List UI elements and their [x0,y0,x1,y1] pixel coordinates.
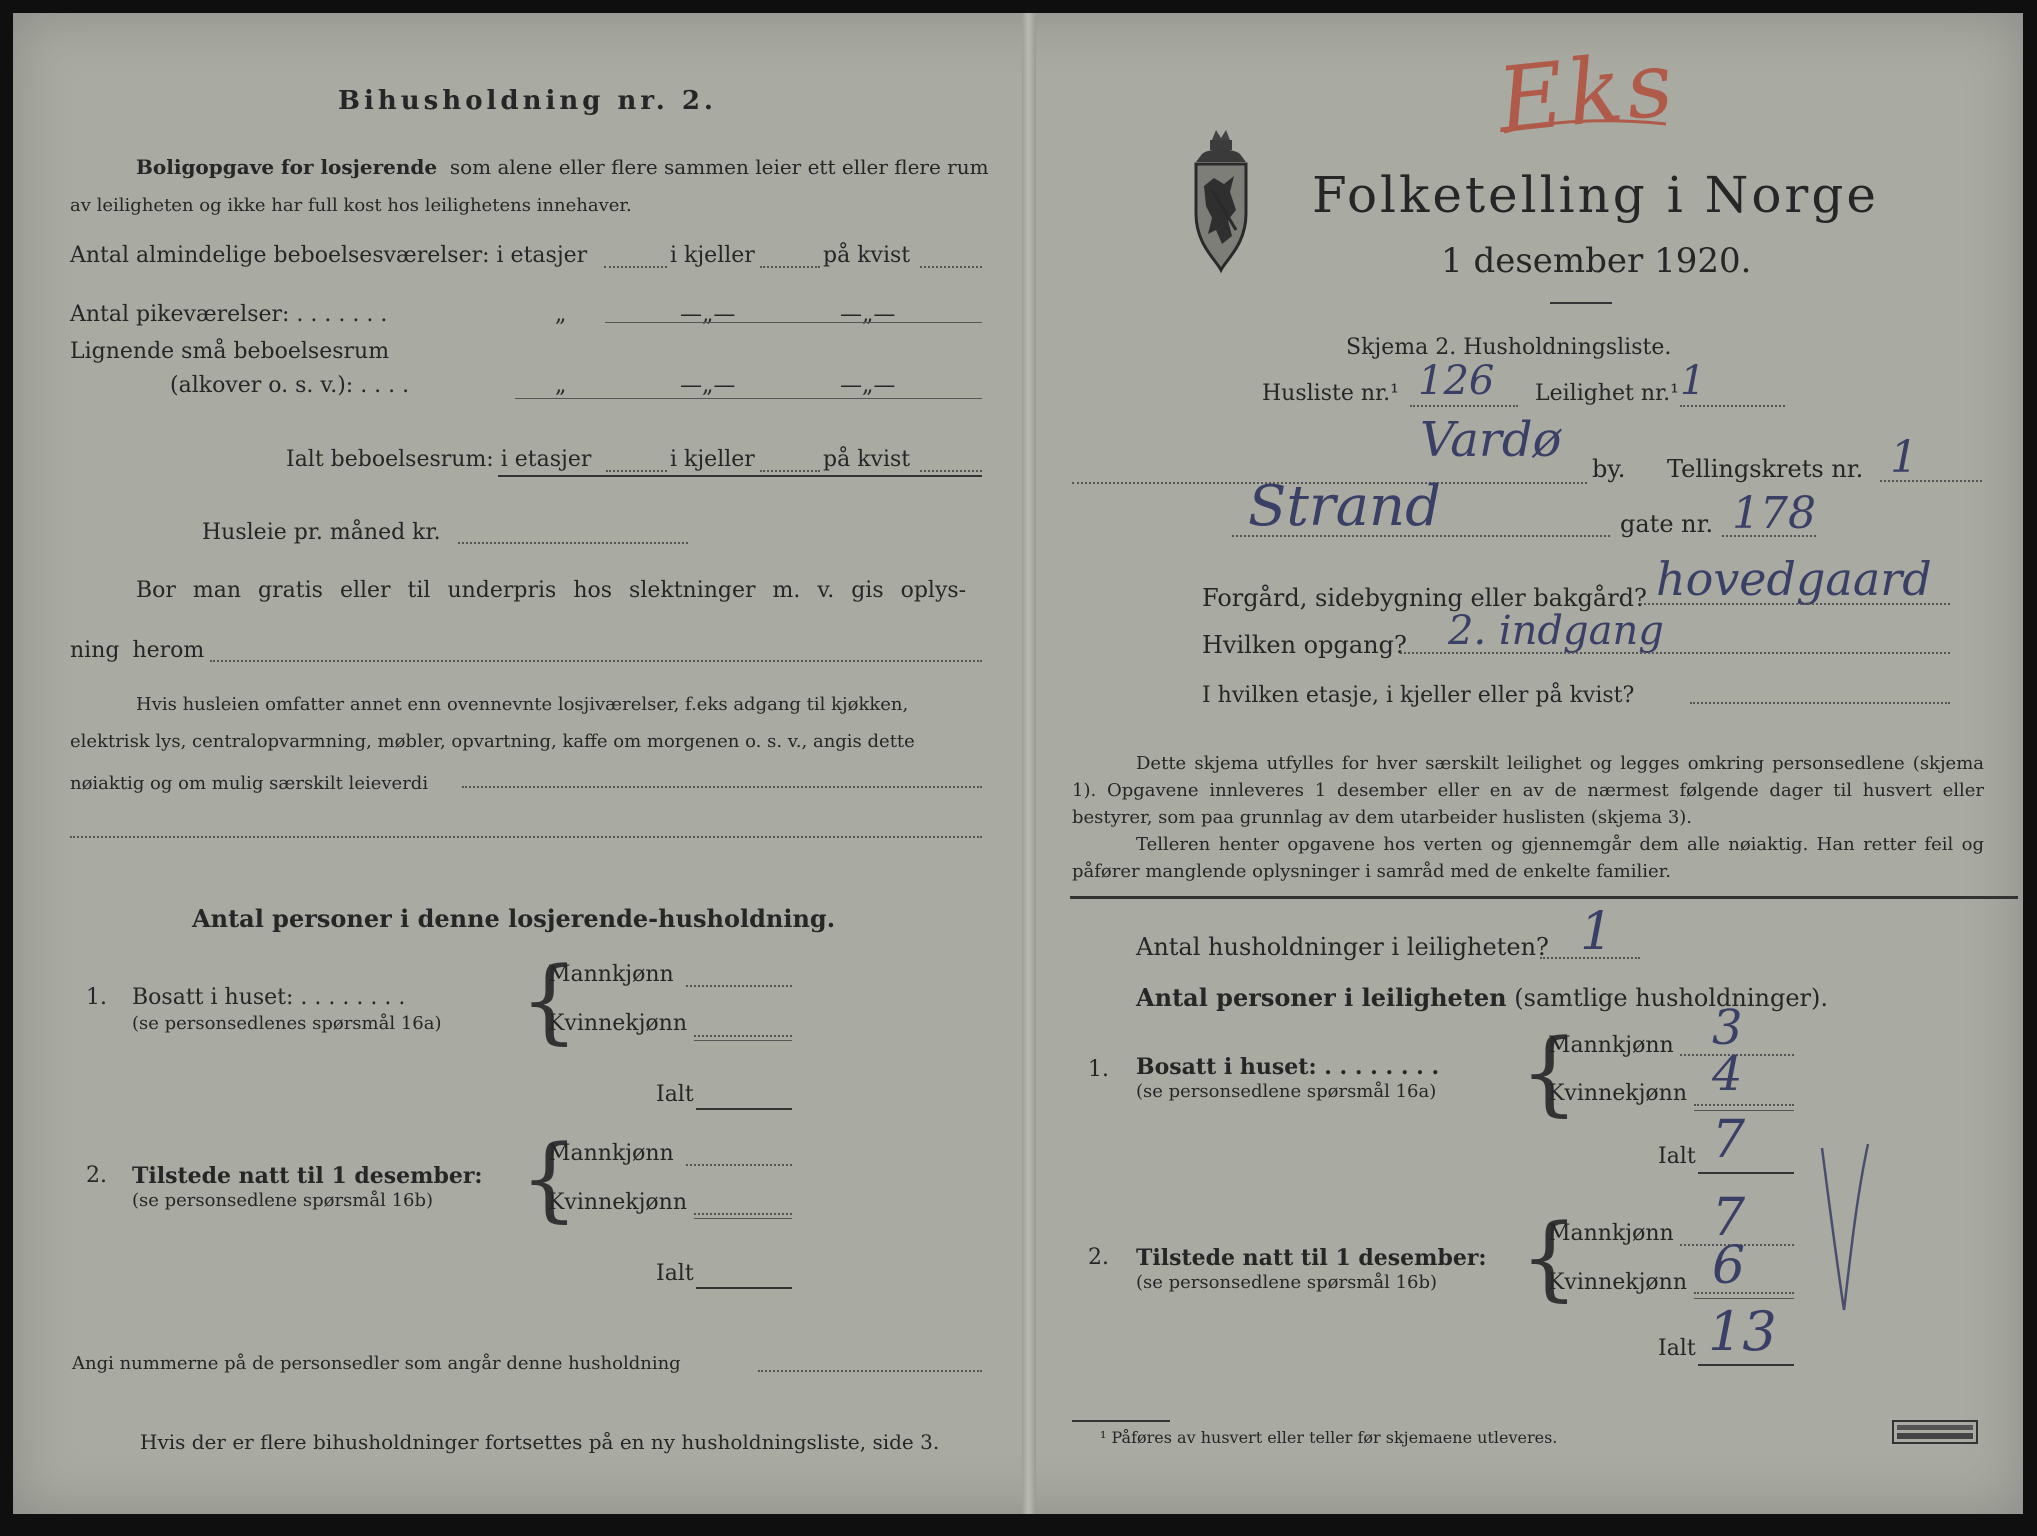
r-q2-kvinne-value[interactable]: 6 [1712,1236,1746,1296]
rooms-kjeller-field[interactable] [760,266,820,268]
r-q1-label: Bosatt i huset: . . . . . . . . [1136,1054,1440,1080]
q1-brace: { [520,947,579,1054]
eks-stamp: Eks [1493,30,1682,155]
lignende-line[interactable] [515,398,982,399]
ialt-underline [498,475,982,477]
gate-label: gate nr. [1620,510,1714,538]
forgaard-field [1640,603,1950,605]
opgang-value[interactable]: 2. indgang [1448,608,1664,654]
rooms-etasjer-field[interactable] [604,266,667,268]
ialt-kjeller-label: i kjeller [670,447,755,472]
schema-label: Skjema 2. Husholdningsliste. [1346,335,1672,360]
r-q1-number: 1. [1088,1057,1109,1082]
lignende-ditto-1: „ [555,373,567,398]
title-divider [1550,302,1612,304]
info-paragraph-2: Telleren henter opgavene hos verten og gjennemgår dem alle nøiaktig. Han retter feil og påfører manglende oplysninger i samråd med de enkelte familier. [1072,834,1984,882]
r-q2-mann-label: Mannkjønn [1548,1221,1674,1246]
hvis-line-2: elektrisk lys, centralopvarmning, møbler, opvartning, kaffe om morgenen o. s. v., angis dette [70,731,915,752]
q1-kvinne-label: Kvinnekjønn [548,1011,687,1036]
q1-number: 1. [86,985,107,1010]
angi-field[interactable] [758,1370,982,1372]
q2-sub: (se personsedlene spørsmål 16b) [132,1190,434,1211]
husliste-value[interactable]: 126 [1418,358,1495,404]
lignende-ditto-3: —„— [840,373,896,398]
husliste-field [1410,405,1518,407]
footnote-rule [1072,1420,1170,1422]
left-footer: Hvis der er flere bihusholdninger fortsettes på en ny husholdningsliste, side 3. [140,1430,940,1454]
bor-line-2: ning herom [70,638,205,663]
r-q2-ialt-field [1698,1364,1794,1366]
lignende-label-1: Lignende små beboelsesrum [70,339,390,364]
q2-ialt-label: Ialt [656,1261,694,1286]
rooms-kvist-label: på kvist [823,243,911,268]
form-date: 1 desember 1920. [1441,241,1752,281]
rooms-kvist-field[interactable] [920,266,982,268]
page-fold [1022,13,1036,1514]
r-q2-label: Tilstede natt til 1 desember: [1136,1245,1487,1271]
r-q1-brace: { [1520,1019,1579,1126]
r-q2-brace: { [1520,1204,1579,1311]
pike-label: Antal pikeværelser: . . . . . . . [70,302,388,327]
norway-coat-of-arms-icon [1190,126,1252,276]
r-q2-number: 2. [1088,1245,1109,1270]
r-q1-kvinne-value[interactable]: 4 [1712,1046,1743,1102]
footnote: ¹ Påføres av husvert eller teller før skjemaene utleveres. [1100,1428,1558,1447]
r-q1-mann-label: Mannkjønn [1548,1033,1674,1058]
hvis-line-3: nøiaktig og om mulig særskilt leieverdi [70,773,429,794]
r-q1-ialt-field [1698,1172,1794,1174]
krets-label: Tellingskrets nr. [1667,455,1864,483]
q2-mann-field[interactable] [686,1164,792,1166]
ialt-kjeller-field[interactable] [760,470,820,472]
r-q1-kvinne-field [1694,1104,1794,1106]
gate-field [1722,535,1816,537]
pike-ditto-3: —„— [840,302,896,327]
section-rule [1070,896,2018,899]
etasje-label: I hvilken etasje, i kjeller eller på kvist? [1202,683,1635,708]
r-q1-ialt-value[interactable]: 7 [1712,1110,1746,1170]
city-value[interactable]: Vardø [1420,412,1562,468]
r-q2-mann-value[interactable]: 7 [1712,1188,1746,1248]
form-title: Folketelling i Norge [1312,166,1879,224]
r-q1-sub: (se personsedlene spørsmål 16a) [1136,1081,1437,1102]
pencil-check-mark [1816,1140,1876,1320]
eks-underline [1500,110,1670,140]
bor-field[interactable] [210,660,982,662]
etasje-field[interactable] [1690,702,1950,704]
r-q1-kvinne-label: Kvinnekjønn [1548,1081,1687,1106]
persons-heading: Antal personer i leiligheten (samtlige husholdninger). [1136,983,1829,1012]
info-paragraph-1: Dette skjema utfylles for hver særskilt leilighet og legges omkring personsedlene (skjema 1). Opgavene innleveres 1 desember eller en av de nærmest følgende dager til husvert eller bestyrer, som paa grunnlag av dem utarbeider huslisten (skjema 3). [1072,753,1984,828]
pike-ditto-2: —„— [680,302,736,327]
husleie-field[interactable] [458,542,688,544]
q1-ialt-field[interactable] [696,1108,792,1110]
households-label: Antal husholdninger i leiligheten? [1136,933,1549,961]
hvis-field[interactable] [462,786,982,788]
opgang-field [1400,652,1950,654]
street-field [1232,535,1610,537]
street-value[interactable]: Strand [1248,474,1441,539]
opgang-label: Hvilken opgang? [1202,631,1407,659]
q1-ialt-label: Ialt [656,1082,694,1107]
bor-line-1: Bor man gratis eller til underpris hos slektninger m. v. gis oplys- [136,578,967,603]
r-q2-sub: (se personsedlene spørsmål 16b) [1136,1272,1438,1293]
q2-number: 2. [86,1163,107,1188]
hvis-line-1: Hvis husleien omfatter annet enn ovennevnte losjiværelser, f.eks adgang til kjøkken, [136,694,909,715]
ialt-kvist-label: på kvist [823,447,911,472]
leilighet-field [1680,405,1785,407]
q2-kvinne-field[interactable] [694,1213,792,1215]
angi-label: Angi nummerne på de personsedler som angår denne husholdning [72,1353,681,1374]
leilighet-value[interactable]: 1 [1680,358,1706,404]
q2-label: Tilstede natt til 1 desember: [132,1163,483,1189]
pike-ditto-1: „ [555,302,567,327]
husliste-label: Husliste nr.¹ [1262,381,1399,406]
forgaard-label: Forgård, sidebygning eller bakgård? [1202,584,1647,612]
krets-field [1880,480,1982,482]
intro-line-1: Boligopgave for losjerende som alene eller flere sammen leier ett eller flere rum [136,155,989,179]
q2-ialt-field[interactable] [696,1287,792,1289]
husleie-label: Husleie pr. måned kr. [202,520,441,545]
ialt-rooms-label: Ialt beboelsesrum: i etasjer [286,447,592,472]
ialt-kvist-field[interactable] [920,470,982,472]
q1-sub: (se personsedlenes spørsmål 16a) [132,1013,442,1034]
households-value[interactable]: 1 [1580,902,1614,962]
q1-label: Bosatt i huset: . . . . . . . . [132,985,406,1010]
q1-kvinne-rule [694,1040,792,1041]
lignende-ditto-2: —„— [680,373,736,398]
forgaard-value[interactable]: hovedgaard [1656,552,1932,606]
q2-mann-label: Mannkjønn [548,1141,674,1166]
r-q2-kvinne-field [1694,1292,1794,1294]
r-q2-kvinne-rule [1694,1298,1794,1299]
households-field [1540,957,1640,959]
printer-mark-icon [1892,1420,1978,1444]
pike-line[interactable] [605,322,982,323]
r-q1-mann-value[interactable]: 3 [1712,1000,1743,1056]
bihusholdning-title: Bihusholdning nr. 2. [338,86,717,116]
q2-brace: { [520,1125,579,1232]
q2-kvinne-rule [694,1218,792,1219]
r-q2-kvinne-label: Kvinnekjønn [1548,1270,1687,1295]
q1-kvinne-field[interactable] [694,1035,792,1037]
q2-kvinne-label: Kvinnekjønn [548,1190,687,1215]
q1-mann-field[interactable] [686,985,792,987]
intro-line-2: av leiligheten og ikke har full kost hos leilighetens innehaver. [70,195,632,216]
by-label: by. [1592,455,1626,483]
lignende-label-2: (alkover o. s. v.): . . . . [170,373,410,398]
ialt-etasjer-field[interactable] [606,470,667,472]
leilighet-label: Leilighet nr.¹ [1535,381,1679,406]
krets-value[interactable]: 1 [1890,432,1918,483]
q1-mann-label: Mannkjønn [548,962,674,987]
r-q2-ialt-label: Ialt [1658,1336,1696,1361]
rooms-kjeller-label: i kjeller [670,243,755,268]
hvis-field-2[interactable] [70,836,982,838]
gate-value[interactable]: 178 [1732,488,1816,539]
r-q2-ialt-value[interactable]: 13 [1708,1300,1777,1363]
r-q1-ialt-label: Ialt [1658,1144,1696,1169]
persons-title: Antal personer i denne losjerende-husholdning. [192,904,836,933]
rooms-label: Antal almindelige beboelsesværelser: i etasjer [70,243,588,268]
